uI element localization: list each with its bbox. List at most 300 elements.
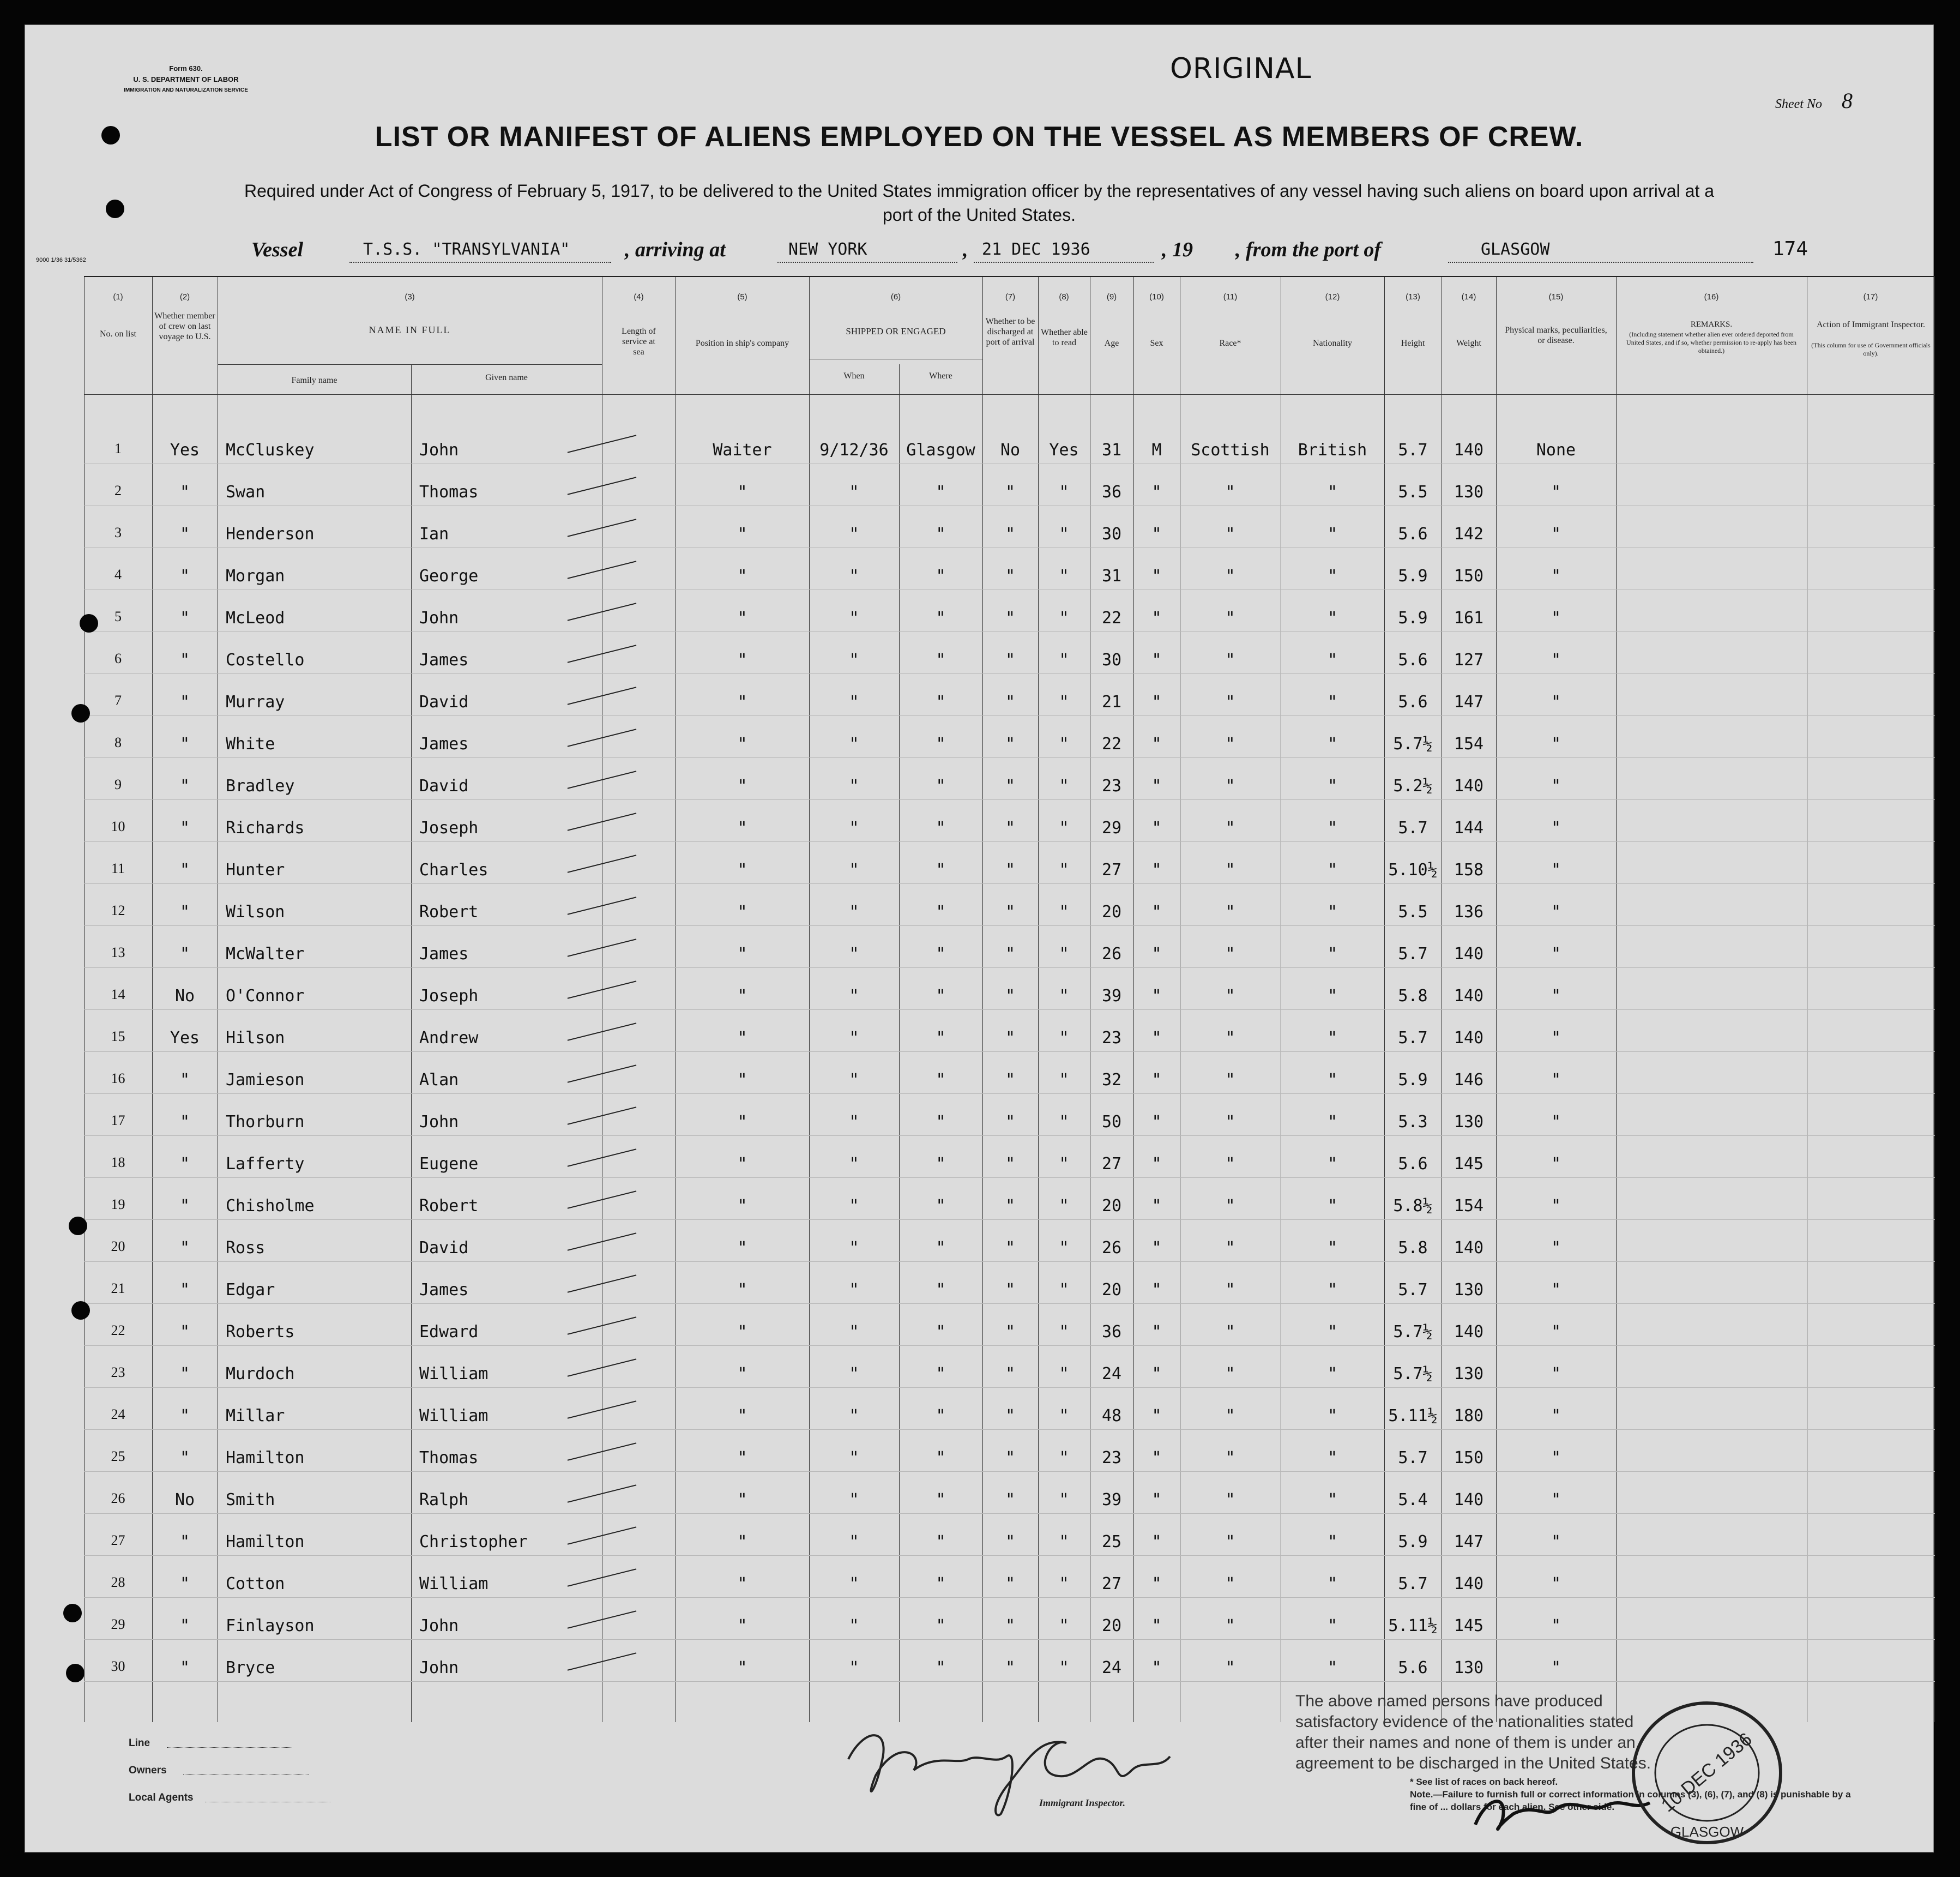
cell-read: "	[1059, 1112, 1069, 1132]
row-rule	[84, 1639, 1935, 1640]
cell-race: "	[1225, 861, 1235, 880]
cell-phys: None	[1536, 441, 1576, 460]
cell-read: "	[1059, 1658, 1069, 1677]
cell-race: Scottish	[1191, 441, 1270, 460]
cell-when: "	[849, 1406, 859, 1425]
port-underline	[777, 262, 957, 263]
cell-given: David	[419, 1238, 469, 1258]
cell-where: "	[936, 1532, 946, 1551]
cell-read: "	[1059, 777, 1069, 796]
cell-phys: "	[1551, 819, 1561, 838]
cell-read: "	[1059, 1490, 1069, 1509]
cell-phys: "	[1551, 1574, 1561, 1593]
cell-phys: "	[1551, 1238, 1561, 1258]
line-field	[167, 1747, 292, 1748]
cell-when: "	[849, 1658, 859, 1677]
cell-race: "	[1225, 1406, 1235, 1425]
cell-weight: 145	[1454, 1616, 1484, 1635]
cell-sex: "	[1151, 1322, 1162, 1341]
cell-read: Yes	[1049, 441, 1079, 460]
cell-read: "	[1059, 609, 1069, 628]
cell-position: "	[737, 693, 747, 712]
cell-read: "	[1059, 567, 1069, 586]
cell-given: John	[419, 1616, 459, 1635]
cell-where: Glasgow	[906, 441, 975, 460]
cell-nat: "	[1327, 1154, 1338, 1174]
cell-position: "	[737, 525, 747, 544]
row-rule	[84, 1303, 1935, 1304]
cell-disch: "	[1005, 1616, 1016, 1635]
cell-read: "	[1059, 1574, 1069, 1593]
cell-position: "	[737, 567, 747, 586]
cell-family: Ross	[226, 1238, 266, 1258]
cell-height: 5.9	[1398, 609, 1428, 628]
cell-phys: "	[1551, 1322, 1561, 1341]
cell-read: "	[1059, 903, 1069, 922]
cell-sex: "	[1151, 1070, 1162, 1090]
cell-when: 9/12/36	[819, 441, 889, 460]
cell-given: Thomas	[419, 1448, 479, 1467]
vessel-line	[25, 238, 1933, 270]
cell-read: "	[1059, 1196, 1069, 1216]
cell-disch: "	[1005, 483, 1016, 502]
cell-age: 22	[1101, 735, 1122, 754]
cell-member: "	[179, 1196, 190, 1216]
cell-race: "	[1225, 1448, 1235, 1467]
cell-when: "	[849, 1490, 859, 1509]
row-rule	[84, 1009, 1935, 1010]
row-rule	[84, 1261, 1935, 1262]
cell-no: 18	[111, 1154, 125, 1170]
cell-age: 30	[1101, 651, 1122, 670]
cell-age: 21	[1101, 693, 1122, 712]
row-rule	[84, 589, 1935, 590]
cell-no: 30	[111, 1658, 125, 1674]
cell-position: "	[737, 1406, 747, 1425]
cell-age: 27	[1101, 1154, 1122, 1174]
list-number: 174	[1772, 238, 1808, 260]
cell-disch: No	[1000, 441, 1021, 460]
cell-read: "	[1059, 944, 1069, 964]
cell-when: "	[849, 1616, 859, 1635]
cell-when: "	[849, 1280, 859, 1300]
cell-given: James	[419, 735, 469, 754]
row-rule	[84, 1093, 1935, 1094]
cell-given: Edward	[419, 1322, 479, 1341]
colnum-17: (17)	[1863, 292, 1878, 302]
header-nationality: Nationality	[1313, 339, 1352, 348]
cell-sex: "	[1151, 944, 1162, 964]
cell-nat: "	[1327, 1574, 1338, 1593]
cell-race: "	[1225, 1532, 1235, 1551]
cell-where: "	[936, 1574, 946, 1593]
cell-disch: "	[1005, 651, 1016, 670]
cell-given: Robert	[419, 903, 479, 922]
cell-height: 5.11½	[1388, 1616, 1438, 1635]
cell-disch: "	[1005, 1658, 1016, 1677]
cell-height: 5.7½	[1393, 1364, 1433, 1383]
cell-phys: "	[1551, 861, 1561, 880]
cell-race: "	[1225, 1658, 1235, 1677]
cell-weight: 127	[1454, 651, 1484, 670]
cell-weight: 161	[1454, 609, 1484, 628]
cell-age: 20	[1101, 1280, 1122, 1300]
cell-sex: "	[1151, 1238, 1162, 1258]
cell-when: "	[849, 693, 859, 712]
cell-where: "	[936, 525, 946, 544]
cell-member: "	[179, 777, 190, 796]
cell-read: "	[1059, 1070, 1069, 1090]
cell-no: 20	[111, 1238, 125, 1254]
cell-phys: "	[1551, 525, 1561, 544]
cell-disch: "	[1005, 903, 1016, 922]
cell-disch: "	[1005, 609, 1016, 628]
cell-age: 23	[1101, 1028, 1122, 1048]
cell-position: "	[737, 651, 747, 670]
cell-family: Chisholme	[226, 1196, 315, 1216]
cell-nat: "	[1327, 1028, 1338, 1048]
cell-race: "	[1225, 525, 1235, 544]
row-rule	[84, 967, 1935, 968]
cell-position: Waiter	[713, 441, 772, 460]
cell-family: White	[226, 735, 275, 754]
cell-family: Smith	[226, 1490, 275, 1509]
cell-no: 19	[111, 1196, 125, 1212]
cell-race: "	[1225, 1112, 1235, 1132]
sheet-label: Sheet No	[1775, 97, 1822, 111]
cell-sex: "	[1151, 1574, 1162, 1593]
form-number: Form 630.	[169, 64, 203, 73]
cell-when: "	[849, 1448, 859, 1467]
cell-no: 27	[111, 1532, 125, 1548]
cell-disch: "	[1005, 1490, 1016, 1509]
cell-height: 5.11½	[1388, 1406, 1438, 1425]
cell-no: 28	[111, 1574, 125, 1590]
cell-where: "	[936, 1322, 946, 1341]
cell-weight: 145	[1454, 1154, 1484, 1174]
cell-nat: "	[1327, 1658, 1338, 1677]
svg-text:GLASGOW: GLASGOW	[1670, 1824, 1744, 1840]
cell-nat: "	[1327, 651, 1338, 670]
cell-sex: "	[1151, 1406, 1162, 1425]
cell-member: No	[174, 986, 195, 1006]
cell-weight: 140	[1454, 1574, 1484, 1593]
header-sex: Sex	[1150, 339, 1163, 348]
row-rule	[84, 1471, 1935, 1472]
cell-height: 5.8	[1398, 1238, 1428, 1258]
cell-age: 24	[1101, 1364, 1122, 1383]
cell-race: "	[1225, 986, 1235, 1006]
punch-hole	[106, 200, 124, 218]
cell-weight: 154	[1454, 735, 1484, 754]
punch-hole	[101, 126, 120, 145]
cell-nat: "	[1327, 819, 1338, 838]
cell-disch: "	[1005, 1532, 1016, 1551]
header-position: Position in ship's company	[695, 339, 789, 348]
cell-age: 36	[1101, 483, 1122, 502]
header-age: Age	[1104, 339, 1119, 348]
cell-race: "	[1225, 735, 1235, 754]
office-seal	[1628, 1694, 1786, 1852]
note-races: * See list of races on back hereof.	[1410, 1777, 1558, 1787]
cell-family: Lafferty	[226, 1154, 305, 1174]
cell-read: "	[1059, 1238, 1069, 1258]
date-underline	[974, 262, 1154, 263]
cell-given: John	[419, 1658, 459, 1677]
cell-phys: "	[1551, 483, 1561, 502]
cell-no: 25	[111, 1448, 125, 1464]
cell-no: 10	[111, 819, 125, 834]
cell-weight: 146	[1454, 1070, 1484, 1090]
cell-no: 13	[111, 944, 125, 960]
cell-disch: "	[1005, 1406, 1016, 1425]
cell-weight: 150	[1454, 1448, 1484, 1467]
original-mark: ORIGINAL	[1170, 52, 1312, 85]
cell-nat: "	[1327, 693, 1338, 712]
cell-height: 5.6	[1398, 651, 1428, 670]
cell-family: McWalter	[226, 944, 305, 964]
cell-read: "	[1059, 1154, 1069, 1174]
cell-no: 3	[114, 525, 122, 540]
cell-position: "	[737, 1238, 747, 1258]
cell-member: "	[179, 1616, 190, 1635]
cell-weight: 150	[1454, 567, 1484, 586]
cell-disch: "	[1005, 986, 1016, 1006]
cell-disch: "	[1005, 1280, 1016, 1300]
cell-position: "	[737, 1196, 747, 1216]
cell-where: "	[936, 1490, 946, 1509]
row-rule	[84, 883, 1935, 884]
cell-nat: "	[1327, 1322, 1338, 1341]
cell-where: "	[936, 986, 946, 1006]
cell-disch: "	[1005, 567, 1016, 586]
cell-disch: "	[1005, 693, 1016, 712]
agents-label: Local Agents	[129, 1792, 194, 1803]
row-rule	[84, 715, 1935, 716]
cell-sex: "	[1151, 1112, 1162, 1132]
cell-family: Jamieson	[226, 1070, 305, 1090]
cell-family: Hamilton	[226, 1448, 305, 1467]
colnum-12: (12)	[1325, 292, 1340, 302]
cell-race: "	[1225, 1616, 1235, 1635]
cell-nat: "	[1327, 1112, 1338, 1132]
from-underline	[1448, 262, 1753, 263]
cell-phys: "	[1551, 1406, 1561, 1425]
cell-where: "	[936, 1238, 946, 1258]
cell-race: "	[1225, 1028, 1235, 1048]
sheet-value: 8	[1841, 88, 1853, 113]
colnum-8: (8)	[1059, 292, 1069, 302]
cell-sex: "	[1151, 1196, 1162, 1216]
cell-phys: "	[1551, 1490, 1561, 1509]
cell-family: Hunter	[226, 861, 285, 880]
cell-family: Henderson	[226, 525, 315, 544]
row-rule	[84, 673, 1935, 674]
cell-disch: "	[1005, 1070, 1016, 1090]
cell-where: "	[936, 777, 946, 796]
cell-age: 30	[1101, 525, 1122, 544]
cell-position: "	[737, 777, 747, 796]
cell-weight: 136	[1454, 903, 1484, 922]
cell-weight: 144	[1454, 819, 1484, 838]
cell-read: "	[1059, 1280, 1069, 1300]
header-family-name: Family name	[291, 376, 337, 385]
colnum-14: (14)	[1461, 292, 1476, 302]
cell-given: William	[419, 1574, 489, 1593]
cell-member: "	[179, 1070, 190, 1090]
cell-phys: "	[1551, 1658, 1561, 1677]
header-when: When	[843, 371, 865, 381]
cell-family: Murdoch	[226, 1364, 295, 1383]
cell-position: "	[737, 819, 747, 838]
cell-phys: "	[1551, 944, 1561, 964]
cell-where: "	[936, 609, 946, 628]
cell-height: 5.6	[1398, 1658, 1428, 1677]
cell-read: "	[1059, 861, 1069, 880]
cell-sex: "	[1151, 1658, 1162, 1677]
cell-family: Richards	[226, 819, 305, 838]
cell-height: 5.7	[1398, 819, 1428, 838]
cell-member: Yes	[170, 1028, 200, 1048]
cell-where: "	[936, 735, 946, 754]
cell-disch: "	[1005, 1448, 1016, 1467]
cell-when: "	[849, 986, 859, 1006]
cell-no: 6	[114, 651, 122, 666]
cell-phys: "	[1551, 1154, 1561, 1174]
cell-given: William	[419, 1364, 489, 1383]
cell-race: "	[1225, 483, 1235, 502]
cell-member: "	[179, 1406, 190, 1425]
cell-when: "	[849, 944, 859, 964]
cell-given: Eugene	[419, 1154, 479, 1174]
cell-when: "	[849, 1028, 859, 1048]
cell-position: "	[737, 1490, 747, 1509]
cell-member: "	[179, 483, 190, 502]
cell-nat: "	[1327, 525, 1338, 544]
cell-phys: "	[1551, 1616, 1561, 1635]
punch-hole	[71, 1301, 90, 1320]
colnum-10: (10)	[1149, 292, 1164, 302]
vessel-name: T.S.S. "TRANSYLVANIA"	[363, 240, 570, 259]
cell-where: "	[936, 861, 946, 880]
cell-weight: 154	[1454, 1196, 1484, 1216]
cell-race: "	[1225, 651, 1235, 670]
cell-given: Alan	[419, 1070, 459, 1090]
cell-position: "	[737, 903, 747, 922]
cell-where: "	[936, 651, 946, 670]
nationality-stamp: The above named persons have produced satisfactory evidence of the nationalities stated after their names and none of them is under an agreement to be discharged in the United States.	[1295, 1692, 1651, 1772]
cell-nat: "	[1327, 609, 1338, 628]
cell-height: 5.7	[1398, 1574, 1428, 1593]
row-rule	[84, 1177, 1935, 1178]
cell-sex: "	[1151, 1448, 1162, 1467]
cell-sex: "	[1151, 483, 1162, 502]
form-info	[96, 63, 276, 96]
cell-race: "	[1225, 944, 1235, 964]
cell-nat: "	[1327, 1490, 1338, 1509]
cell-where: "	[936, 1616, 946, 1635]
row-rule	[84, 757, 1935, 758]
cell-when: "	[849, 1196, 859, 1216]
cell-member: "	[179, 1364, 190, 1383]
cell-nat: "	[1327, 1070, 1338, 1090]
cell-no: 2	[114, 483, 122, 498]
cell-given: Robert	[419, 1196, 479, 1216]
cell-height: 5.5	[1398, 483, 1428, 502]
cell-member: "	[179, 1532, 190, 1551]
cell-given: David	[419, 777, 469, 796]
cell-race: "	[1225, 609, 1235, 628]
cell-where: "	[936, 1028, 946, 1048]
cell-family: Finlayson	[226, 1616, 315, 1635]
cell-sex: "	[1151, 1532, 1162, 1551]
cell-position: "	[737, 1448, 747, 1467]
cell-where: "	[936, 903, 946, 922]
cell-age: 23	[1101, 777, 1122, 796]
cell-height: 5.7	[1398, 1280, 1428, 1300]
cell-no: 21	[111, 1280, 125, 1296]
cell-disch: "	[1005, 525, 1016, 544]
cell-where: "	[936, 1112, 946, 1132]
cell-family: Millar	[226, 1406, 285, 1425]
note-penalty: Note.—Failure to furnish full or correct information in columns (3), (6), (7), and (8) is punishable by a fine of ... dollars for each alien. See other side.	[1410, 1789, 1851, 1812]
row-rule	[84, 799, 1935, 800]
cell-member: "	[179, 819, 190, 838]
cell-weight: 140	[1454, 441, 1484, 460]
cell-when: "	[849, 609, 859, 628]
colnum-13: (13)	[1406, 292, 1420, 302]
cell-disch: "	[1005, 735, 1016, 754]
cell-no: 14	[111, 986, 125, 1002]
cell-position: "	[737, 483, 747, 502]
cell-when: "	[849, 525, 859, 544]
cell-member: "	[179, 1448, 190, 1467]
row-rule	[84, 1219, 1935, 1220]
cell-when: "	[849, 903, 859, 922]
cell-read: "	[1059, 1028, 1069, 1048]
cell-sex: "	[1151, 1490, 1162, 1509]
cell-phys: "	[1551, 1112, 1561, 1132]
punch-hole	[63, 1604, 82, 1622]
cell-height: 5.8	[1398, 986, 1428, 1006]
cell-sex: "	[1151, 819, 1162, 838]
header-given-name: Given name	[485, 373, 528, 382]
crew-table	[84, 276, 1935, 1722]
cell-disch: "	[1005, 1028, 1016, 1048]
cell-height: 5.2½	[1393, 777, 1433, 796]
cell-when: "	[849, 651, 859, 670]
cell-member: "	[179, 1280, 190, 1300]
cell-age: 26	[1101, 944, 1122, 964]
cell-given: John	[419, 1112, 459, 1132]
cell-family: Wilson	[226, 903, 285, 922]
cell-weight: 130	[1454, 1364, 1484, 1383]
cell-age: 24	[1101, 1658, 1122, 1677]
cell-no: 22	[111, 1322, 125, 1338]
cell-no: 12	[111, 903, 125, 918]
cell-age: 20	[1101, 1196, 1122, 1216]
cell-where: "	[936, 1448, 946, 1467]
cell-family: McLeod	[226, 609, 285, 628]
cell-read: "	[1059, 693, 1069, 712]
cell-height: 5.10½	[1388, 861, 1438, 880]
print-code: 9000 1/36 31/5362	[36, 257, 86, 263]
cell-age: 26	[1101, 1238, 1122, 1258]
cell-age: 39	[1101, 986, 1122, 1006]
cell-age: 27	[1101, 861, 1122, 880]
cell-height: 5.9	[1398, 1070, 1428, 1090]
cell-read: "	[1059, 1616, 1069, 1635]
